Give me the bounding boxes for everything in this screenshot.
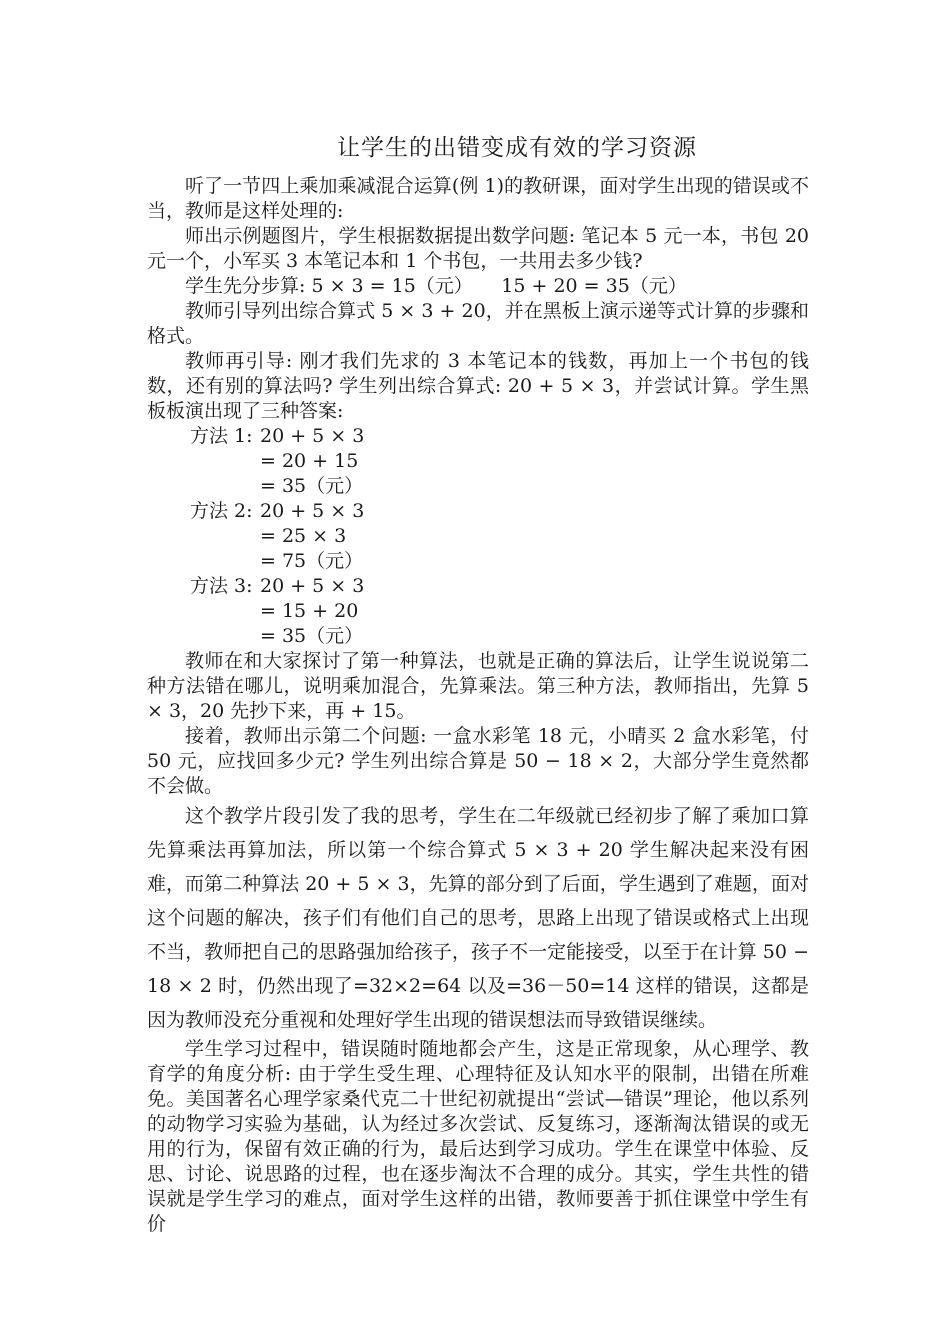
method-1-line-3: = 35（元）	[260, 475, 364, 497]
method-2-line-2: = 25 × 3	[260, 525, 347, 547]
method-2-expression: 20 + 5 × 3	[260, 500, 365, 522]
page-title: 让学生的出错变成有效的学习资源	[337, 135, 697, 161]
method-1-expression: 20 + 5 × 3	[260, 425, 365, 447]
document-body	[147, 128, 809, 1237]
paragraph-example-problem: 师出示例题图片，学生根据数据提出数学问题: 笔记本 5 元一本，书包 20 元一个，小军买 3 本笔记本和 1 个书包，一共用去多少钱?	[147, 225, 809, 272]
method-2-line-3: = 75（元）	[260, 550, 364, 572]
method-3-line-3: = 35（元）	[260, 625, 364, 647]
method-1-label: 方法 1:	[190, 425, 253, 447]
paragraph-theory: 学生学习过程中，错误随时随地都会产生，这是正常现象，从心理学、教育学的角度分析: 由于学生受生理、心理特征及认知水平的限制，出错在所难免。美国著名心理学家桑代克二十世纪初就提出“尝试—错误”理论，他以系列的动物学习实验为基础，认为经过多次尝试、反复练习，逐渐淘汰错误的或无用的行为，保留有效正确的行为，最后达到学习成功。学生在课堂中体验、反思、讨论、说思路的过程，也在逐步淘汰不合理的成分。其实，学生共性的错误就是学生学习的难点，面对学生这样的出错，教师要善于抓住课堂中学生有价	[147, 1038, 809, 1235]
solution-methods	[147, 424, 809, 649]
method-1-line-1	[147, 424, 809, 449]
paragraph-alternative-method: 教师再引导: 刚才我们先求的 3 本笔记本的钱数，再加上一个书包的钱数，还有别的算法吗? 学生列出综合算式: 20 + 5 × 3，并尝试计算。学生黑板板演出现了三种答案:	[147, 350, 809, 422]
method-3-line-1	[147, 574, 809, 599]
method-2-line-1	[147, 499, 809, 524]
method-3-expression: 20 + 5 × 3	[260, 575, 365, 597]
paragraph-reflection: 这个教学片段引发了我的思考，学生在二年级就已经初步了解了乘加口算先算乘法再算加法，所以第一个综合算式 5 × 3 + 20 学生解决起来没有困难，而第二种算法 20 + 5 × 3，先算的部分到了后面，学生遇到了难题，面对这个问题的解决，孩子们有他们自己的思考，思路上出现了错误或格式上出现不当，教师把自己的思路强加给孩子，孩子不一定能接受，以至于在计算 50 − 18 × 2 时，仍然出现了=32×2=64 以及=36－50=14 这样的错误，这都是因为教师没充分重视和处理好学生出现的错误想法而导致错误继续。	[147, 805, 809, 1031]
paragraph-combined-formula: 教师引导列出综合算式 5 × 3 + 20，并在黑板上演示递等式计算的步骤和格式。	[147, 300, 809, 347]
method-1-line-2: = 20 + 15	[260, 450, 359, 472]
paragraph-intro: 听了一节四上乘加乘减混合运算(例 1)的教研课，面对学生出现的错误或不当，教师是这样处理的:	[147, 175, 809, 222]
paragraph-second-problem: 接着，教师出示第二个问题: 一盒水彩笔 18 元，小晴买 2 盒水彩笔，付 50 元，应找回多少元? 学生列出综合算是 50 − 18 × 2，大部分学生竟然都不会做。	[147, 725, 809, 797]
method-2-label: 方法 2:	[190, 500, 253, 522]
paragraph-step-calculation: 学生先分步算: 5 × 3 = 15（元） 15 + 20 = 35（元）	[185, 275, 687, 297]
method-3-label: 方法 3:	[190, 575, 253, 597]
paragraph-teacher-discussion: 教师在和大家探讨了第一种算法，也就是正确的算法后，让学生说说第二种方法错在哪儿，说明乘加混合，先算乘法。第三种方法，教师指出，先算 5 × 3，20 先抄下来，再 + 15。	[147, 650, 809, 722]
method-3-line-2: = 15 + 20	[260, 600, 359, 622]
